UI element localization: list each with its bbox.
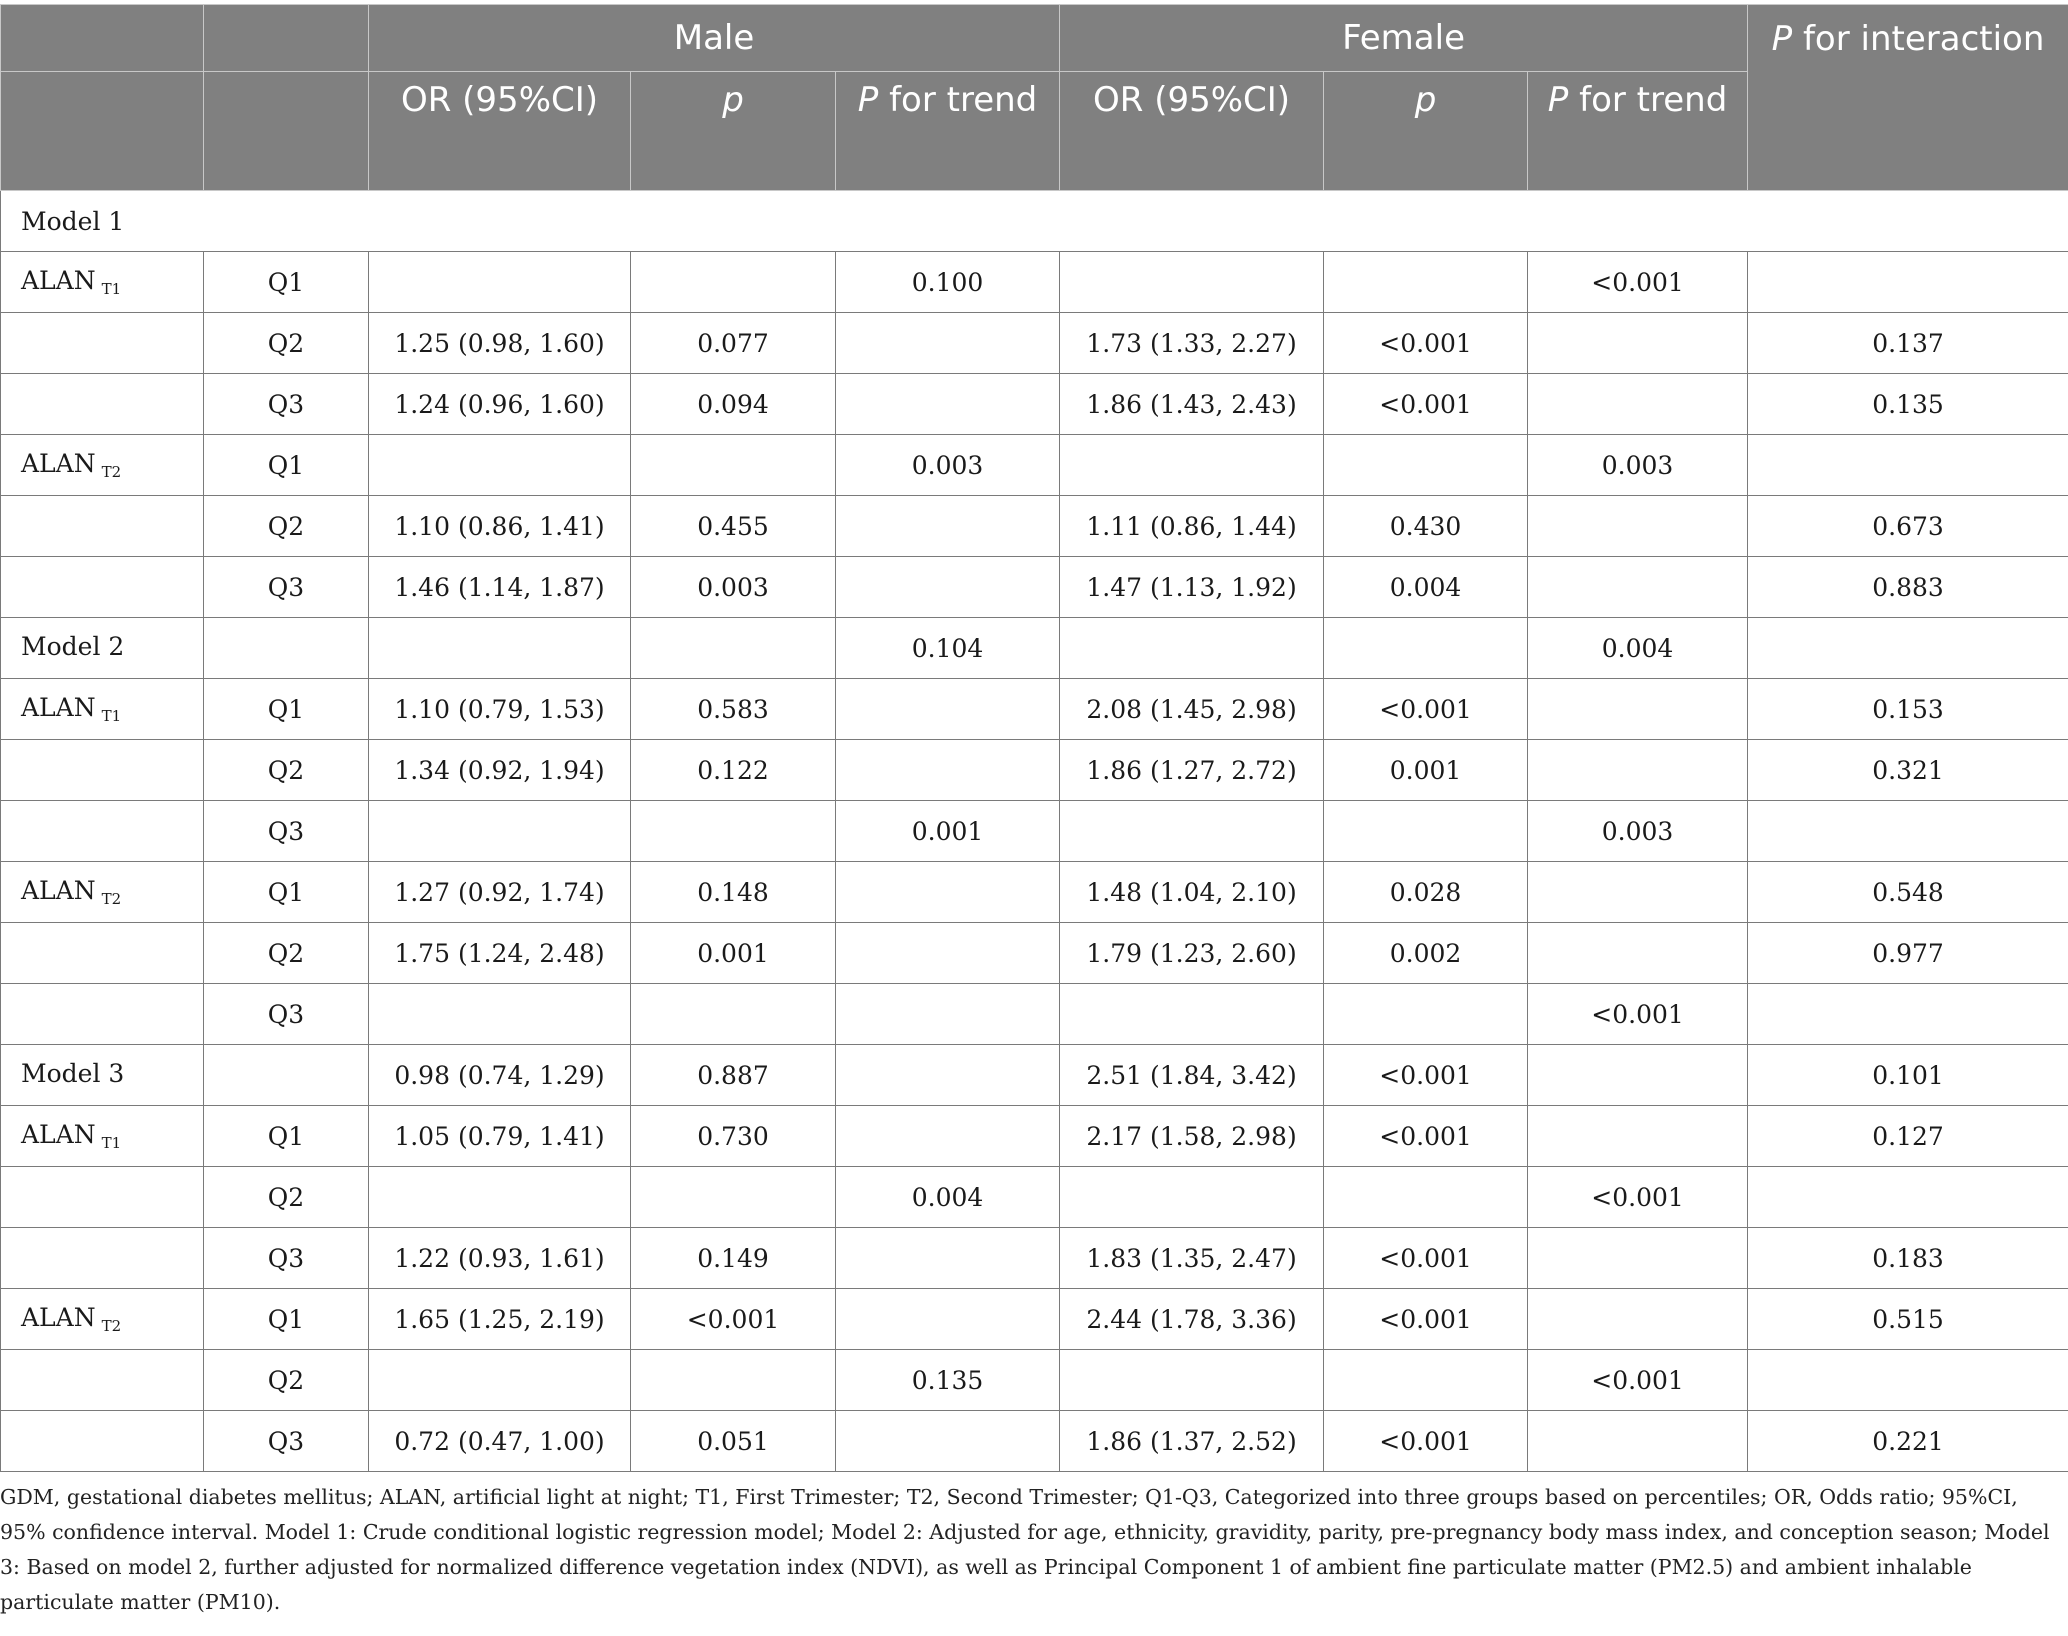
cell-quartile: Q1: [204, 679, 369, 740]
row-label-text: Model 2: [21, 632, 125, 661]
cell-female-or: 1.86 (1.37, 2.52): [1060, 1411, 1324, 1472]
cell-male-p: [631, 618, 836, 679]
row-label: [1, 1411, 204, 1472]
row-label: [1, 374, 204, 435]
header-female-trend: [1528, 72, 1748, 191]
cell-male-trend: 0.004: [836, 1167, 1060, 1228]
cell-male-p: 0.003: [631, 557, 836, 618]
row-label: [1, 740, 204, 801]
cell-quartile: Q3: [204, 1228, 369, 1289]
trimester-subscript: T2: [101, 890, 122, 908]
cell-male-trend: [836, 1289, 1060, 1350]
cell-p-interaction: 0.548: [1748, 862, 2068, 923]
cell-female-or: [1060, 435, 1324, 496]
cell-p-interaction: [1748, 984, 2068, 1045]
cell-female-trend: <0.001: [1528, 1167, 1748, 1228]
row-label-text: ALAN: [21, 449, 96, 478]
cell-female-trend: [1528, 1045, 1748, 1106]
header-female: Female: [1060, 5, 1748, 72]
cell-male-or: 1.46 (1.14, 1.87): [369, 557, 631, 618]
cell-female-p: 0.028: [1324, 862, 1528, 923]
cell-female-or: [1060, 618, 1324, 679]
cell-female-trend: 0.003: [1528, 435, 1748, 496]
cell-quartile: Q1: [204, 1289, 369, 1350]
cell-male-trend: [836, 374, 1060, 435]
cell-female-or: 1.73 (1.33, 2.27): [1060, 313, 1324, 374]
cell-female-trend: [1528, 862, 1748, 923]
row-label: [1, 496, 204, 557]
cell-male-p: [631, 984, 836, 1045]
cell-male-trend: [836, 557, 1060, 618]
header-p-interaction: [1748, 5, 2068, 191]
cell-male-trend: [836, 923, 1060, 984]
trimester-subscript: T1: [101, 707, 122, 725]
cell-female-p: <0.001: [1324, 1411, 1528, 1472]
cell-female-or: [1060, 252, 1324, 313]
cell-female-or: [1060, 801, 1324, 862]
header-male-trend-text: for trend: [878, 80, 1038, 120]
cell-male-p: 0.001: [631, 923, 836, 984]
cell-male-p: <0.001: [631, 1289, 836, 1350]
cell-p-interaction: 0.137: [1748, 313, 2068, 374]
cell-female-p: [1324, 1167, 1528, 1228]
cell-female-trend: [1528, 1289, 1748, 1350]
cell-male-or: [369, 435, 631, 496]
cell-male-p: 0.455: [631, 496, 836, 557]
cell-female-or: 2.08 (1.45, 2.98): [1060, 679, 1324, 740]
table-row: [1, 1411, 2068, 1472]
header-male: Male: [369, 5, 1060, 72]
cell-male-p: 0.094: [631, 374, 836, 435]
cell-female-p: [1324, 801, 1528, 862]
table-row: [1, 191, 2068, 252]
table-row: [1, 1167, 2068, 1228]
table-row: [1, 984, 2068, 1045]
cell-male-p: 0.730: [631, 1106, 836, 1167]
cell-female-p: [1324, 435, 1528, 496]
header-female-or: OR (95%CI): [1060, 72, 1324, 191]
cell-p-interaction: 0.321: [1748, 740, 2068, 801]
cell-male-p: 0.051: [631, 1411, 836, 1472]
cell-quartile: [204, 1045, 369, 1106]
cell-male-trend: [836, 1411, 1060, 1472]
row-label-text: ALAN: [21, 1303, 96, 1332]
cell-female-trend: [1528, 1411, 1748, 1472]
cell-quartile: Q3: [204, 374, 369, 435]
cell-female-trend: [1528, 679, 1748, 740]
cell-male-trend: [836, 1045, 1060, 1106]
row-label-text: Model 3: [21, 1059, 125, 1088]
cell-female-trend: <0.001: [1528, 252, 1748, 313]
cell-quartile: Q3: [204, 1411, 369, 1472]
row-label-text: ALAN: [21, 876, 96, 905]
header-empty-3: [1, 72, 204, 191]
header-male-p: p: [631, 72, 836, 191]
cell-quartile: Q2: [204, 740, 369, 801]
cell-male-p: [631, 252, 836, 313]
row-label: [1, 313, 204, 374]
cell-male-or: 1.22 (0.93, 1.61): [369, 1228, 631, 1289]
cell-male-trend: [836, 984, 1060, 1045]
cell-male-p: 0.149: [631, 1228, 836, 1289]
cell-p-interaction: 0.153: [1748, 679, 2068, 740]
cell-male-or: [369, 984, 631, 1045]
row-label: [1, 1289, 204, 1350]
cell-male-p: 0.077: [631, 313, 836, 374]
cell-quartile: Q1: [204, 862, 369, 923]
header-p-interaction-p: P: [1771, 19, 1793, 59]
cell-female-or: 1.86 (1.43, 2.43): [1060, 374, 1324, 435]
cell-p-interaction: [1748, 1350, 2068, 1411]
cell-male-or: [369, 801, 631, 862]
cell-male-or: 1.75 (1.24, 2.48): [369, 923, 631, 984]
cell-male-p: 0.887: [631, 1045, 836, 1106]
cell-p-interaction: 0.883: [1748, 557, 2068, 618]
cell-quartile: Q3: [204, 557, 369, 618]
row-label: [1, 435, 204, 496]
cell-female-p: [1324, 252, 1528, 313]
cell-female-p: [1324, 1350, 1528, 1411]
cell-female-trend: [1528, 313, 1748, 374]
row-label: [1, 984, 204, 1045]
header-empty-2: [204, 5, 369, 72]
row-label-text: ALAN: [21, 266, 96, 295]
cell-male-p: [631, 1350, 836, 1411]
cell-quartile: Q2: [204, 496, 369, 557]
cell-male-p: [631, 801, 836, 862]
cell-male-trend: 0.100: [836, 252, 1060, 313]
cell-female-trend: [1528, 557, 1748, 618]
cell-male-trend: [836, 496, 1060, 557]
cell-male-p: 0.148: [631, 862, 836, 923]
cell-female-p: 0.002: [1324, 923, 1528, 984]
cell-female-p: <0.001: [1324, 374, 1528, 435]
table-row: [1, 1228, 2068, 1289]
table-row: [1, 1289, 2068, 1350]
cell-male-or: 1.10 (0.86, 1.41): [369, 496, 631, 557]
trimester-subscript: T2: [101, 1317, 122, 1335]
cell-p-interaction: [1748, 801, 2068, 862]
cell-male-p: [631, 1167, 836, 1228]
cell-male-or: [369, 252, 631, 313]
cell-male-p: [631, 435, 836, 496]
results-table: [0, 4, 2068, 1472]
cell-p-interaction: 0.221: [1748, 1411, 2068, 1472]
cell-quartile: Q3: [204, 801, 369, 862]
cell-quartile: Q2: [204, 313, 369, 374]
header-p-interaction-text: for interaction: [1792, 19, 2045, 59]
cell-male-trend: [836, 1106, 1060, 1167]
trimester-subscript: T2: [101, 463, 122, 481]
table-row: [1, 496, 2068, 557]
cell-p-interaction: [1748, 1167, 2068, 1228]
cell-female-p: [1324, 618, 1528, 679]
row-label: [1, 1167, 204, 1228]
cell-male-or: 0.98 (0.74, 1.29): [369, 1045, 631, 1106]
model-label: Model 1: [1, 191, 2068, 252]
cell-p-interaction: 0.515: [1748, 1289, 2068, 1350]
cell-female-p: <0.001: [1324, 679, 1528, 740]
table-row: [1, 313, 2068, 374]
cell-p-interaction: 0.101: [1748, 1045, 2068, 1106]
table-row: [1, 801, 2068, 862]
cell-female-trend: <0.001: [1528, 984, 1748, 1045]
cell-p-interaction: 0.135: [1748, 374, 2068, 435]
cell-female-trend: <0.001: [1528, 1350, 1748, 1411]
row-label: [1, 618, 204, 679]
cell-female-p: <0.001: [1324, 1106, 1528, 1167]
row-label: [1, 923, 204, 984]
table-row: [1, 740, 2068, 801]
cell-male-trend: [836, 862, 1060, 923]
header-female-trend-text: for trend: [1568, 80, 1728, 120]
cell-p-interaction: [1748, 618, 2068, 679]
header-empty-1: [1, 5, 204, 72]
cell-quartile: Q1: [204, 435, 369, 496]
row-label: [1, 679, 204, 740]
row-label: [1, 1106, 204, 1167]
row-label: [1, 862, 204, 923]
table-row: [1, 1106, 2068, 1167]
cell-female-or: [1060, 1350, 1324, 1411]
cell-male-or: 1.34 (0.92, 1.94): [369, 740, 631, 801]
cell-female-or: 1.83 (1.35, 2.47): [1060, 1228, 1324, 1289]
cell-female-or: 1.48 (1.04, 2.10): [1060, 862, 1324, 923]
cell-female-p: [1324, 984, 1528, 1045]
table-row: [1, 435, 2068, 496]
row-label: [1, 801, 204, 862]
header-male-trend-p: P: [857, 80, 879, 120]
cell-male-trend: 0.135: [836, 1350, 1060, 1411]
cell-female-trend: [1528, 1106, 1748, 1167]
cell-female-p: <0.001: [1324, 1228, 1528, 1289]
cell-female-trend: [1528, 923, 1748, 984]
cell-female-trend: 0.004: [1528, 618, 1748, 679]
row-label: [1, 1228, 204, 1289]
table-row: [1, 374, 2068, 435]
cell-male-trend: [836, 679, 1060, 740]
cell-female-trend: [1528, 1228, 1748, 1289]
table-row: [1, 1350, 2068, 1411]
table-row: [1, 1045, 2068, 1106]
cell-male-or: 1.25 (0.98, 1.60): [369, 313, 631, 374]
cell-female-or: 2.17 (1.58, 2.98): [1060, 1106, 1324, 1167]
cell-male-trend: 0.003: [836, 435, 1060, 496]
cell-female-trend: [1528, 374, 1748, 435]
row-label: [1, 557, 204, 618]
table-row: [1, 557, 2068, 618]
table-row: [1, 618, 2068, 679]
cell-male-or: [369, 1350, 631, 1411]
header-female-p: p: [1324, 72, 1528, 191]
cell-male-or: 1.10 (0.79, 1.53): [369, 679, 631, 740]
cell-female-or: 2.44 (1.78, 3.36): [1060, 1289, 1324, 1350]
cell-female-or: 1.79 (1.23, 2.60): [1060, 923, 1324, 984]
cell-male-trend: [836, 740, 1060, 801]
cell-female-p: <0.001: [1324, 313, 1528, 374]
row-label: [1, 1350, 204, 1411]
cell-p-interaction: 0.127: [1748, 1106, 2068, 1167]
table-body: [1, 191, 2068, 1472]
cell-male-or: 1.27 (0.92, 1.74): [369, 862, 631, 923]
row-label: [1, 1045, 204, 1106]
cell-female-trend: [1528, 740, 1748, 801]
footnote: GDM, gestational diabetes mellitus; ALAN, artificial light at night; T1, First Trimester; T2, Second Trimester; Q1-Q3, Categorized into three groups based on percentiles; OR, Odds ratio; 95%CI, 95% confidence interval. Model 1: Crude conditional logistic regression model; Model 2: Adjusted for age, ethnicity, gravidity, parity, pre-pregnancy body mass index, and conception season; Model 3: Based on model 2, further adjusted for normalized difference vegetation index (NDVI), as well as Principal Component 1 of ambient fine particulate matter (PM2.5) and ambient inhalable particulate matter (PM10).: [0, 1485, 2050, 1614]
cell-male-trend: [836, 313, 1060, 374]
cell-female-or: 1.47 (1.13, 1.92): [1060, 557, 1324, 618]
table-row: [1, 679, 2068, 740]
cell-male-or: 1.24 (0.96, 1.60): [369, 374, 631, 435]
cell-female-p: <0.001: [1324, 1045, 1528, 1106]
cell-male-or: 1.05 (0.79, 1.41): [369, 1106, 631, 1167]
cell-female-or: 1.86 (1.27, 2.72): [1060, 740, 1324, 801]
cell-female-p: 0.430: [1324, 496, 1528, 557]
cell-female-trend: 0.003: [1528, 801, 1748, 862]
cell-female-or: 2.51 (1.84, 3.42): [1060, 1045, 1324, 1106]
cell-male-trend: [836, 1228, 1060, 1289]
cell-male-or: 0.72 (0.47, 1.00): [369, 1411, 631, 1472]
cell-p-interaction: [1748, 435, 2068, 496]
cell-male-p: 0.122: [631, 740, 836, 801]
cell-female-or: 1.11 (0.86, 1.44): [1060, 496, 1324, 557]
table-row: [1, 862, 2068, 923]
row-label: [1, 252, 204, 313]
header-male-or: OR (95%CI): [369, 72, 631, 191]
header-female-trend-p: P: [1547, 80, 1569, 120]
row-label-text: ALAN: [21, 693, 96, 722]
cell-quartile: Q3: [204, 984, 369, 1045]
cell-male-trend: 0.001: [836, 801, 1060, 862]
header-male-trend: [836, 72, 1060, 191]
cell-male-trend: 0.104: [836, 618, 1060, 679]
cell-p-interaction: [1748, 252, 2068, 313]
header-empty-4: [204, 72, 369, 191]
cell-p-interaction: 0.183: [1748, 1228, 2068, 1289]
cell-male-or: 1.65 (1.25, 2.19): [369, 1289, 631, 1350]
cell-quartile: Q2: [204, 1167, 369, 1228]
cell-p-interaction: 0.673: [1748, 496, 2068, 557]
trimester-subscript: T1: [101, 280, 122, 298]
cell-quartile: [204, 618, 369, 679]
cell-quartile: Q2: [204, 923, 369, 984]
cell-male-or: [369, 1167, 631, 1228]
cell-female-p: <0.001: [1324, 1289, 1528, 1350]
cell-male-p: 0.583: [631, 679, 836, 740]
cell-male-or: [369, 618, 631, 679]
trimester-subscript: T1: [101, 1134, 122, 1152]
cell-p-interaction: 0.977: [1748, 923, 2068, 984]
cell-quartile: Q1: [204, 252, 369, 313]
row-label-text: ALAN: [21, 1120, 96, 1149]
cell-female-trend: [1528, 496, 1748, 557]
cell-female-or: [1060, 1167, 1324, 1228]
table-row: [1, 252, 2068, 313]
cell-quartile: Q1: [204, 1106, 369, 1167]
header-row-groups: [1, 5, 2068, 72]
cell-female-or: [1060, 984, 1324, 1045]
cell-female-p: 0.004: [1324, 557, 1528, 618]
cell-female-p: 0.001: [1324, 740, 1528, 801]
table-row: [1, 923, 2068, 984]
cell-quartile: Q2: [204, 1350, 369, 1411]
